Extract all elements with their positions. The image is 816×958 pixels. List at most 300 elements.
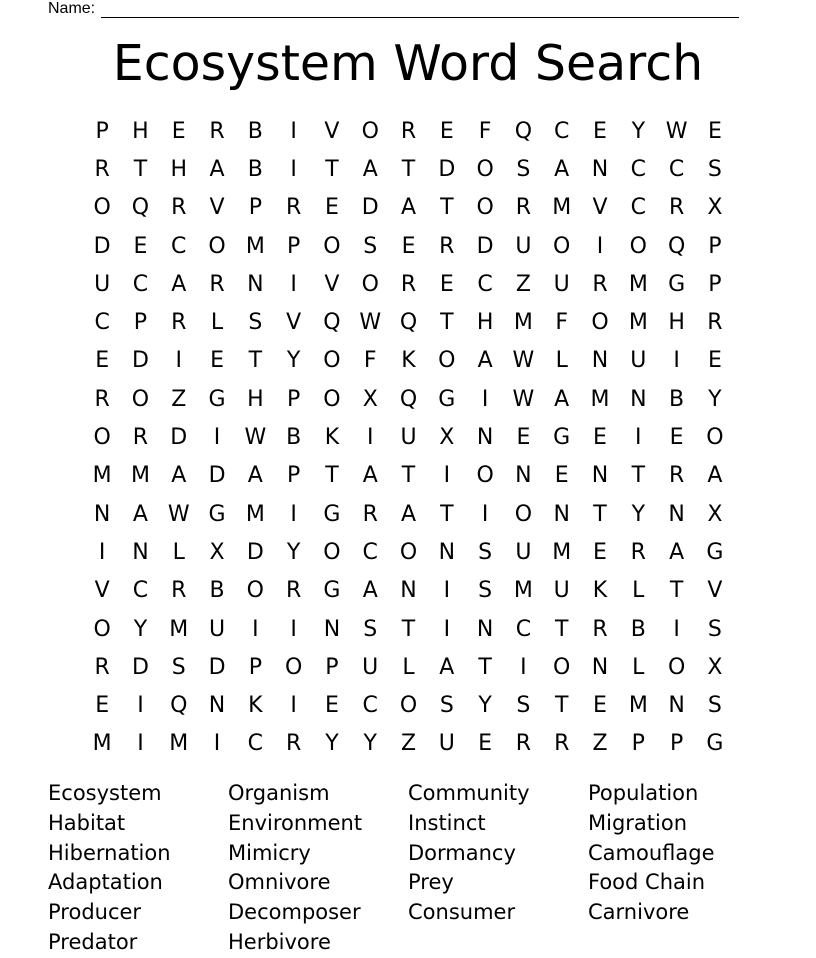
name-blank-line — [101, 3, 739, 18]
grid-cell: C — [247, 731, 264, 757]
grid-cell: I — [366, 425, 374, 451]
grid-cell: O — [323, 233, 341, 259]
grid-cell: N — [591, 463, 609, 489]
grid-cell: M — [628, 271, 648, 297]
grid-cell: I — [290, 156, 297, 182]
grid-cell: O — [438, 348, 456, 374]
word-list-item: Herbivore — [228, 929, 331, 954]
grid-cell: R — [439, 233, 455, 259]
grid-cell: I — [290, 693, 297, 719]
grid-cell: E — [133, 233, 148, 259]
grid-cell: Y — [631, 118, 646, 144]
grid-cell: I — [290, 616, 297, 642]
grid-cell: E — [593, 425, 607, 451]
grid-cell: T — [401, 463, 416, 489]
grid-cell: P — [669, 731, 684, 757]
grid-cell: L — [210, 310, 224, 336]
grid-cell: B — [209, 578, 225, 604]
grid-cell: V — [707, 578, 723, 604]
grid-cell: S — [707, 156, 722, 182]
word-list-item: Producer — [48, 900, 142, 925]
grid-cell: T — [248, 348, 263, 374]
grid-cell: G — [706, 731, 724, 757]
grid-cell: Y — [286, 539, 301, 565]
grid-cell: R — [630, 539, 646, 565]
grid-cell: R — [554, 731, 570, 757]
grid-cell: N — [668, 501, 685, 527]
grid-cell: I — [252, 616, 259, 642]
grid-cell: A — [400, 501, 417, 527]
grid-cell: T — [631, 463, 646, 489]
grid-cell: V — [324, 271, 340, 297]
grid-cell: M — [130, 463, 150, 489]
word-list-item: Population — [588, 781, 699, 805]
grid-cell: O — [514, 501, 533, 527]
grid-cell: I — [98, 539, 106, 565]
grid-cell: R — [515, 195, 532, 221]
grid-cell: X — [707, 654, 723, 680]
grid-cell: G — [438, 386, 456, 412]
grid-cell: X — [707, 195, 723, 221]
grid-cell: G — [668, 271, 686, 297]
grid-cell: O — [284, 654, 303, 680]
grid-cell: A — [171, 271, 187, 297]
grid-cell: O — [93, 425, 111, 451]
word-list-item: Environment — [228, 810, 363, 835]
grid-cell: C — [132, 578, 149, 604]
grid-cell: I — [213, 425, 221, 451]
grid-cell: T — [325, 463, 339, 489]
grid-cell: S — [478, 578, 493, 604]
word-list-item: Prey — [408, 870, 454, 895]
grid-cell: R — [94, 386, 110, 412]
grid-cell: E — [324, 693, 339, 719]
grid-cell: K — [248, 693, 263, 719]
word-list-item: Adaptation — [48, 870, 163, 895]
grid-cell: B — [286, 425, 302, 451]
grid-cell: D — [93, 233, 111, 259]
grid-cell: N — [438, 539, 456, 565]
grid-cell: P — [325, 654, 339, 680]
grid-cell: U — [94, 271, 111, 297]
grid-cell: A — [209, 156, 225, 182]
grid-cell: A — [362, 578, 378, 604]
grid-cell: A — [554, 386, 570, 412]
grid-cell: A — [247, 463, 263, 489]
word-list-item: Instinct — [408, 810, 486, 835]
grid-cell: U — [515, 233, 532, 259]
grid-cell: Q — [131, 195, 150, 221]
grid-cell: R — [668, 463, 685, 489]
grid-cell: O — [208, 233, 226, 259]
grid-cell: E — [95, 348, 110, 374]
grid-cell: I — [213, 731, 221, 757]
grid-cell: N — [93, 501, 111, 527]
grid-cell: R — [171, 195, 187, 221]
grid-cell: G — [323, 578, 341, 604]
grid-cell: T — [401, 616, 416, 642]
grid-cell: M — [552, 539, 572, 565]
grid-cell: P — [248, 195, 262, 221]
grid-cell: S — [707, 616, 722, 642]
grid-cell: T — [554, 693, 569, 719]
grid-cell: E — [439, 118, 454, 144]
grid-cell: R — [209, 118, 225, 144]
grid-cell: B — [247, 118, 263, 144]
grid-cell: M — [628, 693, 648, 719]
grid-cell: A — [439, 654, 455, 680]
grid-cell: D — [170, 425, 188, 451]
grid-cell: A — [554, 156, 570, 182]
grid-cell: G — [208, 386, 226, 412]
grid-cell: O — [93, 195, 111, 221]
grid-cell: M — [92, 463, 112, 489]
grid-cell: X — [362, 386, 378, 412]
grid-cell: T — [440, 310, 454, 336]
grid-cell: O — [93, 616, 111, 642]
grid-cell: R — [94, 156, 110, 182]
grid-cell: T — [133, 156, 148, 182]
word-list-item: Omnivore — [228, 870, 331, 895]
grid-cell: H — [476, 310, 494, 336]
grid-cell: F — [478, 118, 492, 144]
grid-cell: N — [591, 156, 609, 182]
grid-cell: C — [668, 156, 685, 182]
grid-cell: M — [92, 731, 112, 757]
grid-cell: N — [476, 616, 494, 642]
grid-cell: C — [554, 118, 570, 144]
grid-cell: Y — [631, 501, 646, 527]
word-list-item: Carnivore — [588, 900, 690, 925]
grid-cell: K — [592, 578, 608, 604]
grid-cell: A — [669, 539, 685, 565]
word-list-item: Migration — [588, 810, 688, 835]
grid-cell: R — [400, 271, 417, 297]
grid-cell: R — [94, 654, 110, 680]
grid-cell: R — [592, 271, 608, 297]
grid-cell: R — [592, 616, 608, 642]
grid-cell: W — [665, 118, 688, 144]
grid-cell: C — [132, 271, 149, 297]
grid-cell: U — [362, 654, 379, 680]
grid-cell: S — [707, 693, 722, 719]
grid-cell: O — [323, 348, 341, 374]
word-list-item: Camouflage — [588, 840, 715, 865]
grid-cell: N — [553, 501, 570, 527]
grid-cell: Z — [171, 386, 187, 412]
grid-cell: O — [361, 271, 379, 297]
grid-cell: O — [361, 118, 379, 144]
grid-cell: P — [95, 118, 109, 144]
grid-cell: I — [443, 616, 451, 642]
grid-cell: N — [668, 693, 685, 719]
grid-cell: I — [290, 271, 297, 297]
grid-cell: R — [668, 195, 685, 221]
grid-cell: L — [555, 348, 568, 374]
grid-cell: P — [708, 233, 722, 259]
grid-cell: I — [481, 501, 489, 527]
grid-cell: R — [400, 118, 417, 144]
grid-cell: S — [363, 233, 378, 259]
grid-cell: E — [554, 463, 569, 489]
word-list-item: Predator — [48, 929, 138, 954]
word-list-item: Hibernation — [48, 840, 171, 865]
grid-cell: G — [323, 501, 341, 527]
grid-cell: O — [591, 310, 609, 336]
letter-grid — [83, 112, 734, 763]
grid-cell: D — [246, 539, 264, 565]
grid-cell: Q — [514, 118, 533, 144]
grid-cell: F — [555, 310, 569, 336]
grid-cell: O — [553, 654, 571, 680]
grid-cell: I — [137, 731, 144, 757]
grid-cell: L — [632, 578, 645, 604]
grid-cell: N — [591, 348, 609, 374]
grid-cell: E — [669, 425, 684, 451]
grid-cell: M — [513, 578, 533, 604]
grid-cell: M — [628, 310, 648, 336]
grid-cell: M — [245, 501, 265, 527]
grid-cell: E — [478, 731, 493, 757]
grid-cell: P — [286, 386, 301, 412]
grid-cell: F — [363, 348, 377, 374]
grid-cell: I — [635, 425, 642, 451]
grid-cell: M — [169, 616, 189, 642]
grid-cell: W — [244, 425, 267, 451]
grid-cell: M — [245, 233, 265, 259]
grid-cell: N — [476, 425, 494, 451]
grid-cell: K — [324, 425, 340, 451]
grid-cell: P — [248, 654, 262, 680]
grid-cell: Y — [286, 348, 301, 374]
grid-cell: Q — [323, 310, 341, 336]
grid-cell: T — [440, 501, 454, 527]
grid-cell: Y — [325, 731, 339, 757]
word-list-item: Mimicry — [228, 840, 311, 865]
grid-cell: R — [362, 501, 378, 527]
grid-cell: E — [171, 118, 186, 144]
grid-cell: V — [592, 195, 608, 221]
grid-cell: O — [706, 425, 724, 451]
grid-cell: X — [439, 425, 455, 451]
grid-cell: D — [438, 156, 456, 182]
grid-cell: N — [630, 386, 647, 412]
grid-cell: N — [323, 616, 341, 642]
grid-cell: E — [516, 425, 531, 451]
grid-cell: D — [208, 463, 226, 489]
grid-cell: T — [325, 156, 339, 182]
grid-cell: O — [667, 654, 686, 680]
grid-cell: U — [208, 616, 226, 642]
grid-cell: Z — [400, 731, 417, 757]
grid-cell: Q — [667, 233, 686, 259]
grid-cell: N — [208, 693, 226, 719]
name-label: Name: — [48, 0, 96, 17]
grid-cell: N — [591, 654, 609, 680]
grid-cell: O — [323, 539, 341, 565]
grid-cell: I — [175, 348, 182, 374]
grid-cell: M — [513, 310, 533, 336]
grid-cell: O — [553, 233, 571, 259]
grid-cell: D — [208, 654, 226, 680]
grid-cell: S — [363, 616, 378, 642]
grid-cell: P — [286, 463, 301, 489]
grid-cell: I — [443, 578, 451, 604]
grid-cell: L — [402, 654, 415, 680]
grid-cell: I — [443, 463, 451, 489]
grid-cell: T — [401, 156, 416, 182]
grid-cell: E — [210, 348, 224, 374]
grid-cell: C — [630, 195, 646, 221]
grid-cell: W — [512, 386, 535, 412]
grid-cell: R — [171, 578, 187, 604]
grid-cell: H — [170, 156, 188, 182]
grid-cell: A — [132, 501, 148, 527]
grid-cell: N — [515, 463, 532, 489]
grid-cell: E — [593, 118, 607, 144]
grid-cell: O — [399, 539, 418, 565]
grid-cell: A — [362, 156, 378, 182]
grid-cell: N — [247, 271, 264, 297]
name-field-row — [48, 0, 739, 18]
grid-cell: T — [593, 501, 607, 527]
grid-cell: W — [359, 310, 382, 336]
grid-cell: C — [362, 693, 378, 719]
grid-cell: E — [439, 271, 454, 297]
grid-cell: A — [171, 463, 187, 489]
grid-cell: H — [247, 386, 264, 412]
grid-cell: Z — [592, 731, 608, 757]
grid-cell: S — [516, 693, 531, 719]
grid-cell: C — [362, 539, 378, 565]
grid-cell: T — [440, 195, 454, 221]
grid-cell: C — [477, 271, 493, 297]
grid-cell: S — [248, 310, 263, 336]
grid-cell: E — [593, 539, 607, 565]
grid-cell: A — [362, 463, 378, 489]
grid-cell: O — [476, 156, 494, 182]
grid-cell: Y — [363, 731, 377, 757]
grid-cell: I — [673, 616, 680, 642]
grid-cell: E — [324, 195, 339, 221]
grid-cell: Y — [133, 616, 148, 642]
grid-cell: N — [400, 578, 417, 604]
word-list-item: Organism — [228, 781, 330, 805]
grid-cell: K — [401, 348, 416, 374]
word-list — [48, 779, 768, 958]
grid-cell: I — [481, 386, 489, 412]
grid-cell: I — [137, 693, 144, 719]
grid-cell: C — [630, 156, 646, 182]
grid-cell: U — [630, 348, 647, 374]
word-list-item: Decomposer — [228, 900, 361, 925]
grid-cell: P — [286, 233, 301, 259]
grid-cell: A — [400, 195, 417, 221]
grid-cell: G — [208, 501, 226, 527]
grid-cell: R — [171, 310, 187, 336]
word-list-item: Consumer — [408, 900, 516, 925]
grid-cell: G — [553, 425, 571, 451]
grid-cell: X — [707, 501, 723, 527]
grid-cell: L — [632, 654, 645, 680]
grid-cell: R — [515, 731, 532, 757]
grid-cell: A — [707, 463, 723, 489]
grid-cell: Q — [399, 386, 418, 412]
grid-cell: I — [290, 501, 297, 527]
grid-cell: O — [131, 386, 150, 412]
grid-cell: E — [95, 693, 110, 719]
grid-cell: U — [553, 578, 570, 604]
grid-cell: G — [706, 539, 724, 565]
grid-cell: E — [707, 118, 722, 144]
grid-cell: S — [516, 156, 531, 182]
grid-cell: O — [476, 463, 494, 489]
grid-cell: C — [171, 233, 187, 259]
grid-cell: D — [476, 233, 494, 259]
grid-cell: X — [209, 539, 225, 565]
word-list-item: Community — [408, 781, 530, 805]
page-title: Ecosystem Word Search — [112, 35, 704, 92]
grid-cell: H — [132, 118, 149, 144]
grid-cell: Z — [515, 271, 531, 297]
grid-cell: C — [515, 616, 532, 642]
grid-cell: R — [285, 195, 302, 221]
grid-cell: B — [247, 156, 263, 182]
grid-cell: I — [673, 348, 680, 374]
grid-cell: O — [476, 195, 494, 221]
grid-cell: I — [290, 118, 297, 144]
grid-cell: T — [669, 578, 684, 604]
grid-cell: R — [209, 271, 225, 297]
grid-cell: P — [631, 731, 645, 757]
grid-cell: R — [285, 578, 302, 604]
grid-cell: T — [478, 654, 492, 680]
grid-cell: B — [669, 386, 685, 412]
grid-cell: E — [707, 348, 722, 374]
grid-cell: U — [438, 731, 455, 757]
grid-cell: S — [478, 539, 493, 565]
grid-cell: A — [477, 348, 493, 374]
grid-cell: I — [596, 233, 604, 259]
grid-cell: U — [515, 539, 532, 565]
word-list-item: Ecosystem — [48, 781, 162, 805]
grid-cell: U — [553, 271, 570, 297]
grid-cell: E — [401, 233, 416, 259]
grid-cell: B — [630, 616, 646, 642]
grid-cell: O — [246, 578, 264, 604]
grid-cell: H — [668, 310, 685, 336]
grid-cell: R — [707, 310, 723, 336]
grid-cell: O — [629, 233, 647, 259]
grid-cell: N — [132, 539, 149, 565]
grid-cell: C — [94, 310, 110, 336]
grid-cell: R — [132, 425, 149, 451]
grid-cell: M — [590, 386, 610, 412]
grid-cell: O — [399, 693, 418, 719]
grid-cell: V — [324, 118, 340, 144]
grid-cell: S — [171, 654, 186, 680]
grid-cell: Q — [170, 693, 188, 719]
grid-cell: P — [133, 310, 148, 336]
grid-cell: P — [708, 271, 722, 297]
grid-cell: U — [400, 425, 417, 451]
grid-cell: Q — [399, 310, 418, 336]
grid-cell: V — [94, 578, 110, 604]
word-list-item: Dormancy — [408, 840, 516, 865]
grid-cell: O — [323, 386, 341, 412]
grid-cell: D — [361, 195, 379, 221]
grid-cell: R — [285, 731, 302, 757]
